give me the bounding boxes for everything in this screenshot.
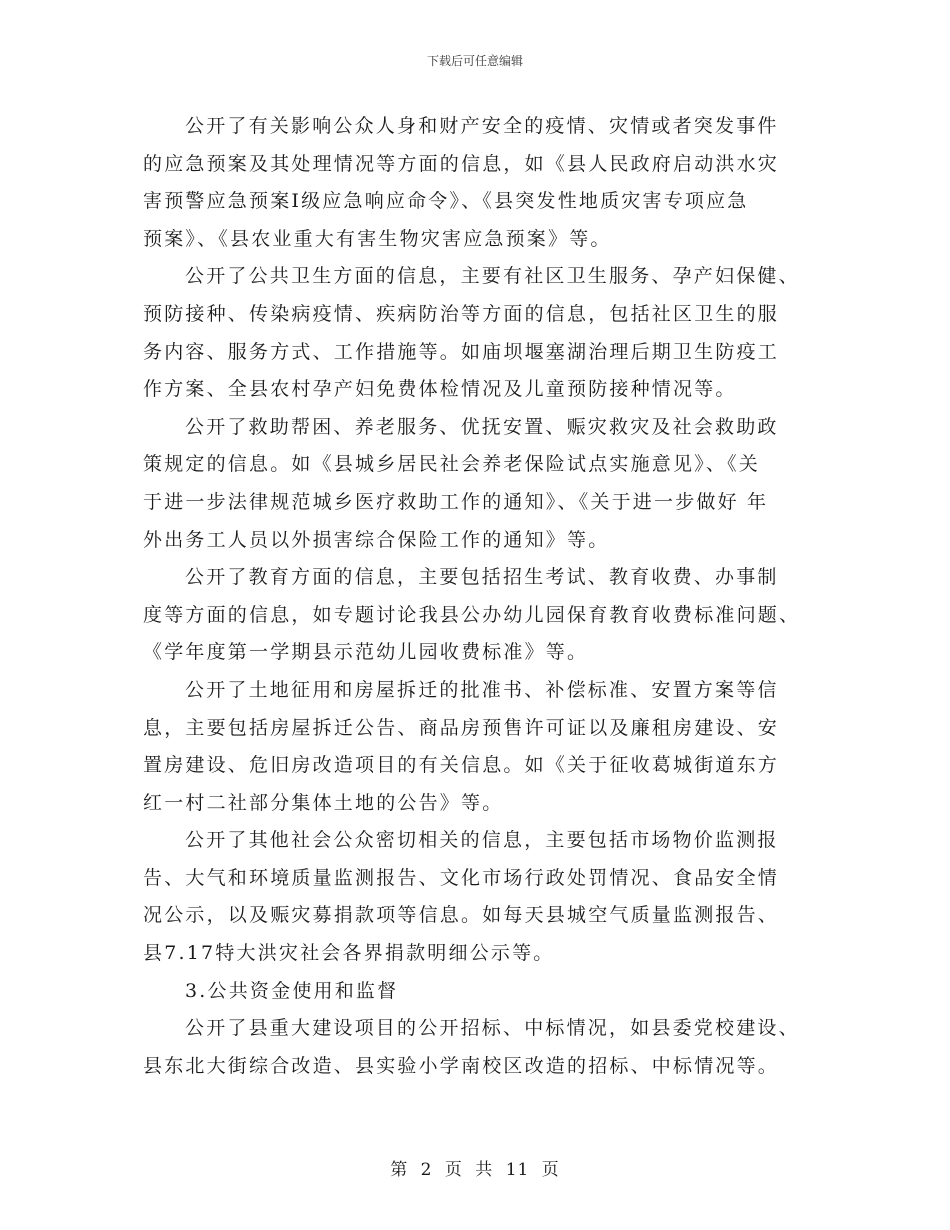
page-header: 下载后可任意编辑 [426, 54, 523, 68]
text-line: 公开了土地征用和房屋拆迁的批准书、补偿标准、安置方案等信 [185, 678, 779, 701]
text-line: 县7.17特大洪灾社会各界捐款明细公示等。 [143, 942, 555, 965]
text-line: 害预警应急预案Ⅰ级应急响应命令》、《县突发性地质灾害专项应急 [143, 190, 749, 213]
text-line: 红一村二社部分集体土地的公告》等。 [143, 791, 504, 814]
text-line: 3.公共资金使用和监督 [185, 979, 399, 1002]
text-line: 息，主要包括房屋拆迁公告、商品房预售许可证以及廉租房建设、安 [143, 716, 780, 739]
document-body [143, 108, 811, 1085]
text-line: 度等方面的信息，如专题讨论我县公办幼儿园保育教育收费标准问题、 [143, 603, 801, 626]
page-footer: 第 2 页 共 11 页 [390, 1160, 560, 1180]
text-line: 外出务工人员以外损害综合保险工作的通知》等。 [143, 528, 610, 551]
text-line: 公开了其他社会公众密切相关的信息，主要包括市场物价监测报 [185, 829, 779, 852]
text-line: 公开了县重大建设项目的公开招标、中标情况，如县委党校建设、 [185, 1017, 800, 1040]
text-line: 预案》、《县农业重大有害生物灾害应急预案》等。 [143, 227, 612, 250]
text-line: 公开了教育方面的信息，主要包括招生考试、教育收费、办事制 [185, 566, 779, 589]
text-line: 县东北大街综合改造、县实验小学南校区改造的招标、中标情况等。 [143, 1054, 780, 1077]
text-line: 作方案、全县农村孕产妇免费体检情况及儿童预防接种情况等。 [143, 378, 737, 401]
text-line: 况公示，以及赈灾募捐款项等信息。如每天县城空气质量监测报告、 [143, 904, 780, 927]
text-line: 于进一步法律规范城乡医疗救助工作的通知》、《关于进一步做好 年 [143, 490, 769, 513]
text-line: 预防接种、传染病疫情、疾病防治等方面的信息，包括社区卫生的服 [143, 302, 780, 325]
text-line: 《学年度第一学期县示范幼儿园收费标准》等。 [143, 641, 589, 664]
text-line: 的应急预案及其处理情况等方面的信息，如《县人民政府启动洪水灾 [143, 152, 780, 175]
text-line: 公开了救助帮困、养老服务、优抚安置、赈灾救灾及社会救助政 [185, 415, 779, 438]
text-line: 置房建设、危旧房改造项目的有关信息。如《关于征收葛城街道东方 [143, 754, 780, 777]
text-line: 告、大气和环境质量监测报告、文化市场行政处罚情况、食品安全情 [143, 866, 780, 889]
text-line: 策规定的信息。如《县城乡居民社会养老保险试点实施意见》、《关 [143, 453, 761, 476]
text-line: 公开了公共卫生方面的信息，主要有社区卫生服务、孕产妇保健、 [185, 265, 800, 288]
text-line: 公开了有关影响公众人身和财产安全的疫情、灾情或者突发事件 [185, 115, 779, 137]
text-line: 务内容、服务方式、工作措施等。如庙坝堰塞湖治理后期卫生防疫工 [143, 340, 780, 363]
